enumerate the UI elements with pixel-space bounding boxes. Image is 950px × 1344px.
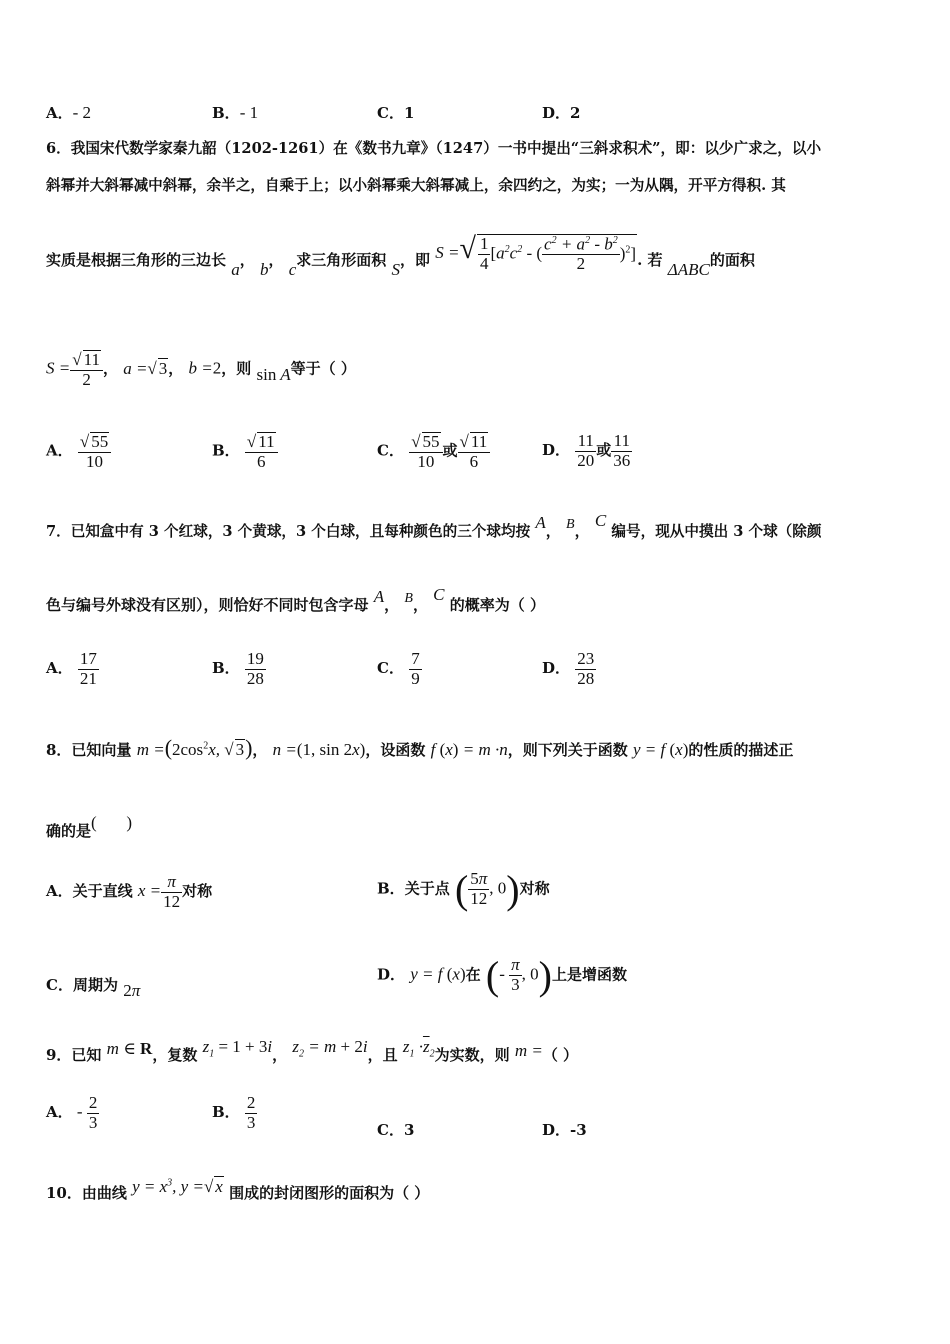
q7-option-a[interactable]: A． $\frac{17}{21}$	[46, 649, 97, 688]
q8-line-1: 8．已知向量 $m =(2\cos^2x$, √ 3)， n =(1, sin 2x)，设函数 f (x) = m ·n，则下列关于函数 y = f (x)的性质的描述正	[46, 735, 794, 760]
q9-line: 9．已知 m ∈ R，复数 $z_1 = 1 + 3i$， $z_2 = m + 2i$，且 $z_1 \cdot\overline{z}_2$为实数，则 m =（ ）	[46, 1037, 579, 1064]
option-letter: B．	[212, 104, 240, 122]
q8-option-c[interactable]: C．周期为 2π	[46, 976, 141, 1000]
q6-option-d[interactable]: D． $\frac{11}{20}$ 或 $\frac{11}{36}$	[542, 431, 631, 470]
q6-option-b[interactable]: B． $\frac{√ 11}{6}$	[212, 432, 278, 471]
q9-option-a[interactable]: A． - $\frac{2}{3}$	[46, 1093, 98, 1132]
q7-line-2: 色与编号外球没有区别），则恰好不同时包含字母 A， B， C 的概率为（ ）	[46, 585, 545, 614]
q8-option-b[interactable]: B．关于点 ( $\frac{5\pi}{12}$ , 0)对称	[377, 867, 550, 912]
q10-line: 10．由曲线 $y = x^3$, y =√ x 围成的封闭图形的面积为（ ）	[46, 1177, 430, 1202]
q9-option-c[interactable]: C．3	[377, 1121, 415, 1139]
q5-option-b[interactable]	[212, 102, 258, 123]
q6-line-3: 实质是根据三角形的三边长 a， b， c求三角形面积 S，即 S =√ $\frac{1}{4}$ [$a^2c^2$ - ( $\frac{c^2 + a^2 - b^2}{2}$ )$^2$]. 若 ΔABC的面积	[46, 232, 755, 280]
q6-line-2: 斜幂并大斜幂减中斜幂，余半之，自乘于上；以小斜幂乘大斜幂减上，余四约之，为实；一为从隅，开平方得积. 其	[46, 177, 786, 194]
q5-option-c[interactable]	[377, 102, 414, 123]
option-value: 2	[570, 104, 581, 122]
q6-line-4: S = $\frac{√ 11}{2}$ ， a =√ 3， b =2，则 sin A等于（ ）	[46, 350, 356, 389]
option-value: - 2	[72, 103, 92, 122]
q8-option-a[interactable]: A．关于直线 x = $\frac{\pi}{12}$ 对称	[46, 872, 213, 911]
q6-line-1: 6．我国宋代数学家秦九韶（1202-1261）在《数书九章》（1247）一书中提出“三斜求积术”，即：以少广求之，以小	[46, 140, 822, 157]
option-letter: D．	[542, 104, 571, 122]
q7-option-c[interactable]: C． $\frac{7}{9}$	[377, 649, 420, 688]
option-letter: A．	[46, 104, 73, 122]
option-value: 1	[403, 104, 415, 122]
q7-line-1: 7．已知盒中有 3 个红球，3 个黄球，3 个白球，且每种颜色的三个球均按 A， B， C 编号，现从中摸出 3 个球（除颜	[46, 511, 822, 540]
q7-option-d[interactable]: D． $\frac{23}{28}$	[542, 649, 595, 688]
q7-option-b[interactable]: B． $\frac{19}{28}$	[212, 649, 264, 688]
q8-line-2: 确的是( )	[46, 813, 133, 840]
option-letter: C．	[377, 104, 404, 122]
q6-option-a[interactable]: A． $\frac{√ 55}{10}$	[46, 432, 111, 471]
area-formula: S =√ $\frac{1}{4}$ [$a^2c^2$ - ( $\frac{c^2 + a^2 - b^2}{2}$ )$^2$]	[435, 232, 637, 274]
q6-option-c[interactable]: C． $\frac{√ 55}{10}$ 或 $\frac{√ 11}{6}$	[377, 432, 490, 471]
option-value: - 1	[239, 103, 259, 122]
q9-option-b[interactable]: B． $\frac{2}{3}$	[212, 1093, 256, 1132]
q9-option-d[interactable]: D．-3	[542, 1121, 587, 1139]
q8-option-d[interactable]: D． y = f (x)在 (- $\frac{\pi}{3}$ , 0)上是增函数	[377, 953, 628, 998]
q5-option-a[interactable]	[46, 102, 91, 123]
q5-option-d[interactable]	[542, 102, 580, 123]
